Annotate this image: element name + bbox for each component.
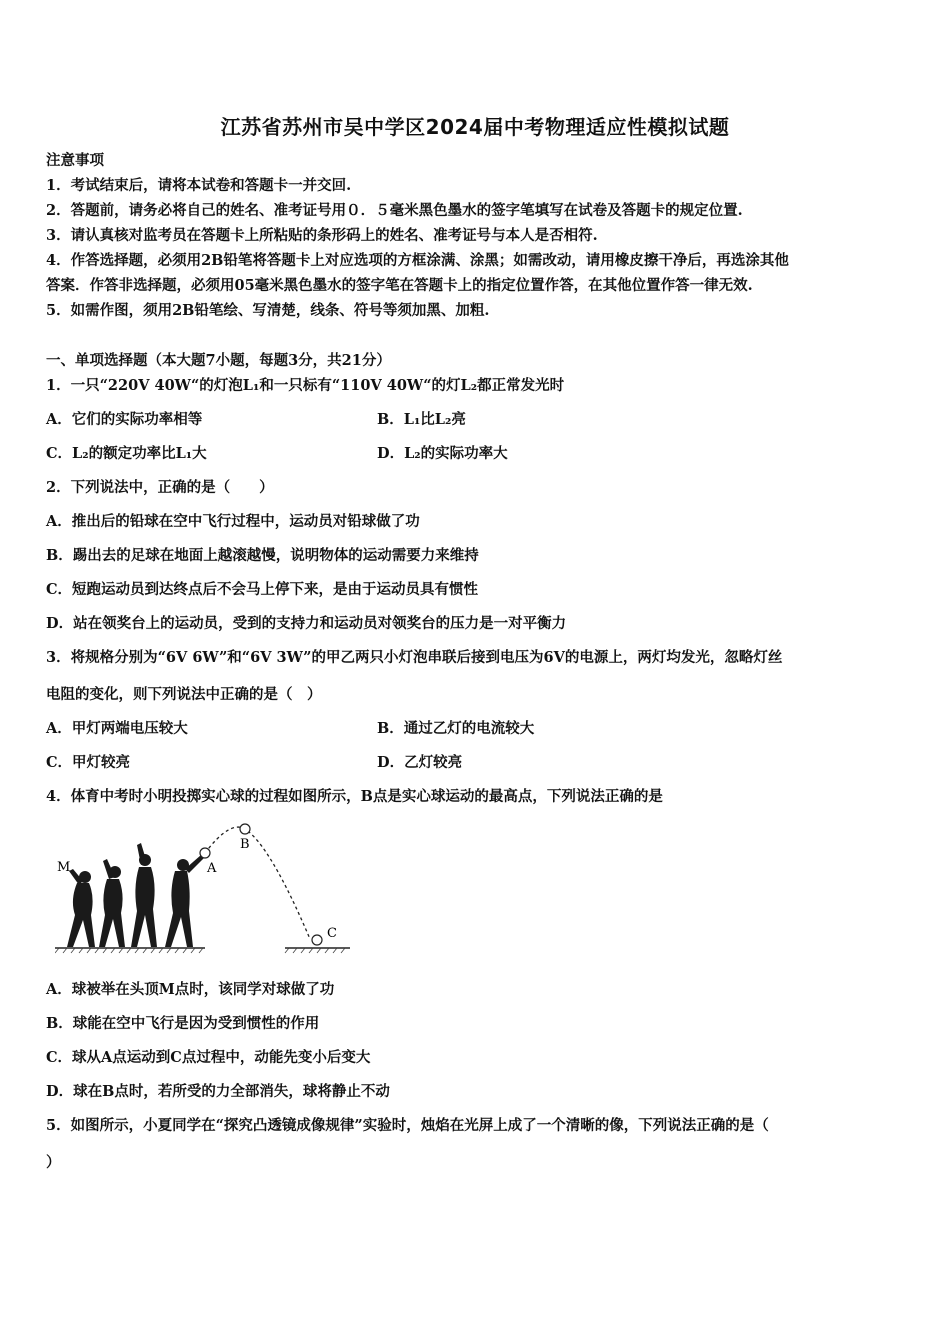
shot-put-figure [55, 815, 355, 960]
note-item: 3．请认真核对监考员在答题卡上所粘贴的条形码上的姓名、准考证号与本人是否相符. [46, 227, 598, 244]
q1-option-d: D．L₂的实际功率大 [377, 445, 508, 462]
q3-option-a: A．甲灯两端电压较大 [46, 720, 188, 737]
q2-option-c: C．短跑运动员到达终点后不会马上停下来，是由于运动员具有惯性 [46, 581, 479, 598]
question-4-stem: 4．体育中考时小明投掷实心球的过程如图所示，B点是实心球运动的最高点，下列说法正确的是 [46, 788, 663, 805]
notes-heading: 注意事项 [46, 152, 104, 169]
label-b: B [240, 837, 250, 852]
q2-option-b: B．踢出去的足球在地面上越滚越慢，说明物体的运动需要力来维持 [46, 547, 479, 564]
label-a: A [207, 861, 217, 876]
note-item: 4．作答选择题，必须用2B铅笔将答题卡上对应选项的方框涂满、涂黑；如需改动，请用橡皮擦干净后，再选涂其他 [46, 252, 789, 269]
question-5-stem-cont: ） [46, 1154, 61, 1171]
label-m: M [57, 860, 71, 875]
note-item: 2．答题前，请务必将自己的姓名、准考证号用０．５毫米黑色墨水的签字笔填写在试卷及答题卡的规定位置. [46, 202, 743, 219]
question-5-stem: 5．如图所示，小夏同学在“探究凸透镜成像规律”实验时，烛焰在光屏上成了一个清晰的像，下列说法正确的是（ [46, 1117, 769, 1134]
trajectory-path [205, 827, 310, 939]
q4-option-d: D．球在B点时，若所受的力全部消失，球将静止不动 [46, 1083, 390, 1100]
q3-option-c: C．甲灯较亮 [46, 754, 131, 771]
section-heading: 一、单项选择题（本大题7小题，每题3分，共21分） [46, 352, 391, 369]
q4-option-a: A．球被举在头顶M点时，该同学对球做了功 [46, 981, 335, 998]
ground-left [55, 948, 205, 953]
q1-option-b: B．L₁比L₂亮 [377, 411, 466, 428]
note-item: 1．考试结束后，请将本试卷和答题卡一并交回. [46, 177, 352, 194]
q1-option-a: A．它们的实际功率相等 [46, 411, 203, 428]
ball-a [200, 848, 210, 858]
question-3-stem: 3．将规格分别为“6V 6W”和“6V 3W”的甲乙两只小灯泡串联后接到电压为6V的电源上，两灯均发光，忽略灯丝 [46, 649, 783, 666]
question-1-stem: 1．一只“220V 40W“的灯泡L₁和一只标有“110V 40W“的灯L₂都正常发光时 [46, 377, 565, 394]
label-c: C [327, 926, 337, 941]
q3-option-d: D．乙灯较亮 [377, 754, 463, 771]
athlete-figures [67, 843, 204, 947]
q3-option-b: B．通过乙灯的电流较大 [377, 720, 535, 737]
q2-option-a: A．推出后的铅球在空中飞行过程中，运动员对铅球做了功 [46, 513, 420, 530]
q2-option-d: D．站在领奖台上的运动员，受到的支持力和运动员对领奖台的压力是一对平衡力 [46, 615, 567, 632]
q1-option-c: C．L₂的额定功率比L₁大 [46, 445, 207, 462]
ball-c [312, 935, 322, 945]
q4-option-c: C．球从A点运动到C点过程中，动能先变小后变大 [46, 1049, 371, 1066]
question-2-stem: 2．下列说法中，正确的是（ ） [46, 479, 274, 496]
q4-option-b: B．球能在空中飞行是因为受到惯性的作用 [46, 1015, 320, 1032]
question-3-stem-cont: 电阻的变化，则下列说法中正确的是（ ） [46, 686, 322, 703]
ball-b [240, 824, 250, 834]
ground-right [285, 948, 350, 953]
note-item: 答案．作答非选择题，必须用05毫米黑色墨水的签字笔在答题卡上的指定位置作答，在其他位置作答一律无效. [46, 277, 753, 294]
note-item: 5．如需作图，须用2B铅笔绘、写清楚，线条、符号等须加黑、加粗. [46, 302, 490, 319]
page-title: 江苏省苏州市吴中学区2024届中考物理适应性模拟试题 [220, 115, 730, 139]
